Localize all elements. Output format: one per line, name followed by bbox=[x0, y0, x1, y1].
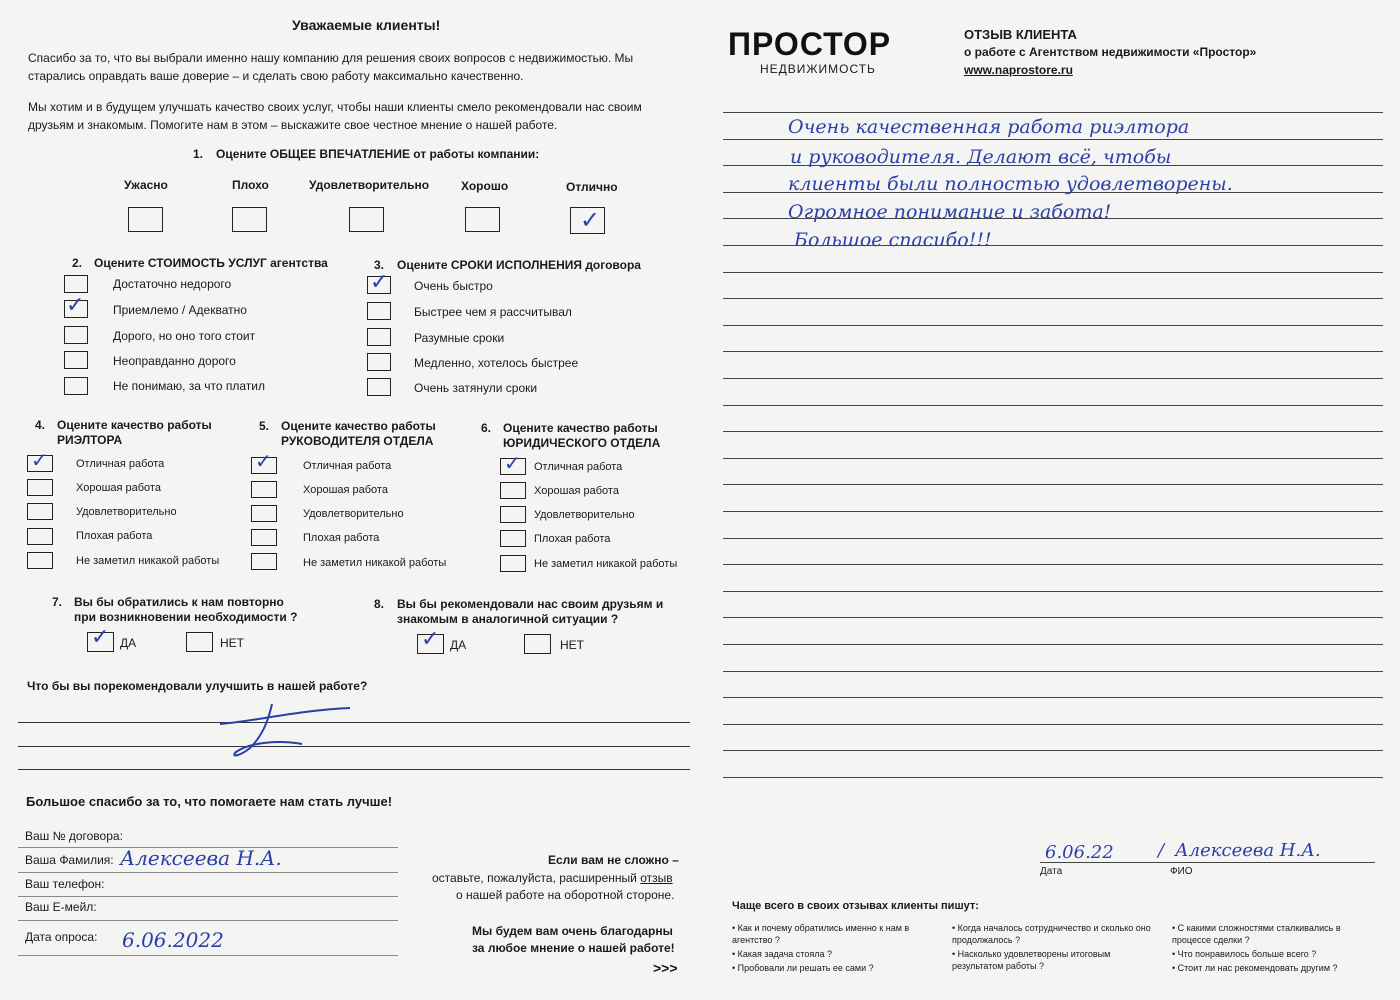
signature-separator: / bbox=[1158, 840, 1165, 861]
brand-subtitle: НЕДВИЖИМОСТЬ bbox=[760, 62, 876, 76]
ruled-line bbox=[723, 378, 1383, 379]
ruled-line bbox=[723, 351, 1383, 352]
checkmark-icon: ✓ bbox=[580, 206, 601, 234]
dash-scribble bbox=[210, 696, 360, 776]
fio-caption: ФИО bbox=[1170, 866, 1193, 877]
q5-checkbox[interactable] bbox=[251, 481, 277, 498]
email-label: Ваш Е-мейл: bbox=[25, 900, 97, 914]
brand-logo: ПРОСТОР bbox=[728, 26, 892, 62]
review-text-line: Большое спасибо!!! bbox=[794, 229, 992, 251]
side-note-1: Если вам не сложно – bbox=[548, 853, 679, 867]
q5-option-label: Удовлетворительно bbox=[303, 508, 404, 520]
ruled-line bbox=[723, 431, 1383, 432]
checkmark-icon: ✓ bbox=[255, 449, 272, 473]
q5-option-label: Не заметил никакой работы bbox=[303, 557, 447, 569]
q6-checkbox[interactable] bbox=[500, 530, 526, 547]
q6-option-label: Не заметил никакой работы bbox=[534, 558, 678, 570]
survey-date-field[interactable]: 6.06.2022 bbox=[122, 928, 224, 952]
q8-yes-label: ДА bbox=[450, 638, 467, 652]
hint-item: • Пробовали ли решать ее сами ? bbox=[732, 963, 874, 973]
q4-option-label: Удовлетворительно bbox=[76, 506, 177, 518]
intro-paragraph-1: Спасибо за то, что вы выбрали именно нашу компанию для решения своих вопросов с недвижимостью. Мы старались оправдать ваше доверие – и сделать свою работу максимально качественно. bbox=[28, 51, 634, 83]
ruled-line bbox=[723, 750, 1383, 751]
q1-question: Оцените ОБЩЕЕ ВПЕЧАТЛЕНИЕ от работы компании: bbox=[216, 147, 540, 161]
review-text-line: Огромное понимание и забота! bbox=[788, 201, 1112, 223]
field-line bbox=[18, 896, 398, 897]
q2-checkbox[interactable] bbox=[64, 275, 88, 293]
ruled-line bbox=[723, 139, 1383, 140]
q5-option-label: Плохая работа bbox=[303, 532, 380, 544]
q6-subject: ЮРИДИЧЕСКОГО ОТДЕЛА bbox=[503, 436, 661, 450]
q3-checkbox[interactable] bbox=[367, 302, 391, 320]
q7-no-checkbox[interactable] bbox=[186, 632, 213, 652]
q4-checkbox[interactable] bbox=[27, 552, 53, 569]
q1-number: 1. bbox=[193, 147, 204, 161]
q7-question-line2: при возникновении необходимости ? bbox=[74, 610, 298, 624]
hint-item: • Что понравилось больше всего ? bbox=[1172, 949, 1317, 959]
q4-option-label: Отличная работа bbox=[76, 458, 165, 470]
q2-option-label: Достаточно недорого bbox=[113, 277, 232, 291]
q5-option-label: Хорошая работа bbox=[303, 484, 388, 496]
ruled-line bbox=[723, 484, 1383, 485]
checkmark-icon: ✓ bbox=[370, 270, 389, 295]
q2-option-label: Дорого, но оно того стоит bbox=[113, 329, 256, 343]
thanks-text: Большое спасибо за то, что помогаете нам стать лучше! bbox=[26, 794, 393, 809]
q4-option-label: Не заметил никакой работы bbox=[76, 555, 220, 567]
side-note-3: о нашей работе на оборотной стороне. bbox=[456, 888, 675, 902]
q3-option-label: Очень быстро bbox=[414, 279, 493, 293]
hint-item: • Когда началось сотрудничество и сколько оно продолжалось ? bbox=[952, 923, 1151, 945]
q4-number: 4. bbox=[35, 418, 46, 432]
q3-number: 3. bbox=[374, 258, 385, 272]
q4-question: Оцените качество работы bbox=[57, 418, 212, 432]
hint-column-3 bbox=[1172, 922, 1372, 974]
review-text-line: Очень качественная работа риэлтора bbox=[788, 116, 1190, 138]
side-note-4: Мы будем вам очень благодарны bbox=[472, 924, 673, 938]
q7-no-label: НЕТ bbox=[220, 636, 244, 650]
q3-checkbox[interactable] bbox=[367, 328, 391, 346]
checkmark-icon: ✓ bbox=[504, 451, 521, 475]
often-title: Чаще всего в своих отзывах клиенты пишут: bbox=[732, 900, 979, 912]
hint-item: • Какая задача стояла ? bbox=[732, 949, 832, 959]
ruled-line bbox=[723, 644, 1383, 645]
q2-option-label: Приемлемо / Адекватно bbox=[113, 303, 247, 317]
ruled-line bbox=[723, 405, 1383, 406]
ruled-line bbox=[723, 724, 1383, 725]
phone-label: Ваш телефон: bbox=[25, 877, 105, 891]
side-note-2: оставьте, пожалуйста, расширенный отзыв bbox=[432, 871, 673, 885]
q4-checkbox[interactable] bbox=[27, 503, 53, 520]
ruled-line bbox=[723, 591, 1383, 592]
signature-date: 6.06.22 bbox=[1045, 842, 1114, 863]
field-line bbox=[18, 920, 398, 921]
q1-checkbox[interactable] bbox=[349, 207, 384, 232]
q5-question: Оцените качество работы bbox=[281, 419, 436, 433]
q6-question: Оцените качество работы bbox=[503, 421, 658, 435]
date-caption: Дата bbox=[1040, 866, 1063, 877]
q4-subject: РИЭЛТОРА bbox=[57, 433, 123, 447]
ruled-line bbox=[723, 564, 1383, 565]
ruled-line bbox=[723, 671, 1383, 672]
q8-no-checkbox[interactable] bbox=[524, 634, 551, 654]
q5-subject: РУКОВОДИТЕЛЯ ОТДЕЛА bbox=[281, 434, 434, 448]
date-label: Дата опроса: bbox=[25, 930, 98, 944]
checkmark-icon: ✓ bbox=[421, 627, 440, 652]
intro-paragraph-2: Мы хотим и в будущем улучшать качество своих услуг, чтобы наши клиенты смело рекомендовали нас своим друзьям и знакомым. Помогите нам в этом – выскажите свое честное мнение о нашей работе. bbox=[28, 100, 642, 132]
q1-option-label: Плохо bbox=[232, 178, 269, 192]
q6-checkbox[interactable] bbox=[500, 482, 526, 499]
q3-question: Оцените СРОКИ ИСПОЛНЕНИЯ договора bbox=[397, 258, 641, 272]
q4-option-label: Плохая работа bbox=[76, 530, 153, 542]
q6-number: 6. bbox=[481, 421, 492, 435]
q5-checkbox[interactable] bbox=[251, 505, 277, 522]
surname-field[interactable]: Алексеева Н.А. bbox=[120, 846, 282, 870]
ruled-line bbox=[723, 777, 1383, 778]
hint-item: • С какими сложностями сталкивались в процессе сделки ? bbox=[1172, 923, 1341, 945]
ruled-line bbox=[723, 697, 1383, 698]
q8-number: 8. bbox=[374, 597, 385, 611]
q1-checkbox[interactable] bbox=[232, 207, 267, 232]
ruled-line bbox=[723, 325, 1383, 326]
review-text-line: и руководителя. Делают всё, чтобы bbox=[790, 146, 1172, 168]
q8-question: Вы бы рекомендовали нас своим друзьям и bbox=[397, 597, 664, 611]
hint-item: • Как и почему обратились именно к нам в агентство ? bbox=[732, 923, 910, 945]
q1-checkbox[interactable] bbox=[465, 207, 500, 232]
hint-item: • Насколько удовлетворены итоговым результатом работы ? bbox=[952, 949, 1111, 971]
q3-option-label: Медленно, хотелось быстрее bbox=[414, 356, 579, 370]
field-line bbox=[18, 955, 398, 956]
q5-number: 5. bbox=[259, 419, 270, 433]
q7-number: 7. bbox=[52, 595, 63, 609]
q2-checkbox[interactable] bbox=[64, 377, 88, 395]
ruled-line bbox=[723, 538, 1383, 539]
side-note-5: за любое мнение о нашей работе! bbox=[472, 941, 675, 955]
q3-checkbox[interactable] bbox=[367, 378, 391, 396]
q7-yes-label: ДА bbox=[120, 636, 137, 650]
ruled-line bbox=[723, 458, 1383, 459]
q1-checkbox[interactable] bbox=[128, 207, 163, 232]
q1-option-label: Отлично bbox=[566, 180, 618, 194]
checkmark-icon: ✓ bbox=[66, 293, 85, 318]
q3-checkbox[interactable] bbox=[367, 353, 391, 371]
ruled-line bbox=[723, 298, 1383, 299]
q2-checkbox[interactable] bbox=[64, 326, 88, 344]
review-link[interactable]: отзыв bbox=[640, 871, 673, 885]
q8-question-line2: знакомым в аналогичной ситуации ? bbox=[397, 612, 619, 626]
ruled-line bbox=[723, 272, 1383, 273]
greeting-title: Уважаемые клиенты! bbox=[292, 17, 441, 33]
q2-option-label: Неоправданно дорого bbox=[113, 354, 236, 368]
q6-option-label: Удовлетворительно bbox=[534, 509, 635, 521]
surname-label: Ваша Фамилия: bbox=[25, 853, 114, 867]
q2-checkbox[interactable] bbox=[64, 351, 88, 369]
q3-option-label: Очень затянули сроки bbox=[414, 381, 538, 395]
q8-no-label: НЕТ bbox=[560, 638, 584, 652]
q2-question: Оцените СТОИМОСТЬ УСЛУГ агентства bbox=[94, 256, 328, 270]
q4-option-label: Хорошая работа bbox=[76, 482, 161, 494]
q4-checkbox[interactable] bbox=[27, 479, 53, 496]
review-header-subtitle: о работе с Агентством недвижимости «Простор» bbox=[964, 45, 1257, 59]
review-header-title: ОТЗЫВ КЛИЕНТА bbox=[964, 27, 1077, 42]
website-link[interactable]: www.naprostore.ru bbox=[964, 63, 1073, 77]
q5-checkbox[interactable] bbox=[251, 553, 277, 570]
q3-option-label: Разумные сроки bbox=[414, 331, 505, 345]
q6-checkbox[interactable] bbox=[500, 506, 526, 523]
ruled-line bbox=[723, 617, 1383, 618]
q4-checkbox[interactable] bbox=[27, 528, 53, 545]
q3-option-label: Быстрее чем я рассчитывал bbox=[414, 305, 572, 319]
q2-option-label: Не понимаю, за что платил bbox=[113, 379, 266, 393]
hint-item: • Стоит ли нас рекомендовать другим ? bbox=[1172, 963, 1338, 973]
checkmark-icon: ✓ bbox=[31, 448, 48, 472]
review-text-line: клиенты были полностью удовлетворены. bbox=[788, 173, 1233, 195]
q1-option-label: Хорошо bbox=[461, 179, 509, 193]
q6-option-label: Хорошая работа bbox=[534, 485, 619, 497]
signature-name: Алексеева Н.А. bbox=[1175, 840, 1321, 861]
ruled-line bbox=[723, 112, 1383, 113]
q6-checkbox[interactable] bbox=[500, 555, 526, 572]
q1-option-label: Ужасно bbox=[124, 178, 168, 192]
q1-option-label: Удовлетворительно bbox=[309, 178, 430, 192]
contract-label: Ваш № договора: bbox=[25, 829, 123, 843]
field-line bbox=[18, 872, 398, 873]
q6-option-label: Плохая работа bbox=[534, 533, 611, 545]
q5-checkbox[interactable] bbox=[251, 529, 277, 546]
q7-question: Вы бы обратились к нам повторно bbox=[74, 595, 284, 609]
checkmark-icon: ✓ bbox=[91, 625, 110, 650]
q2-number: 2. bbox=[72, 256, 83, 270]
improve-question: Что бы вы порекомендовали улучшить в нашей работе? bbox=[27, 679, 368, 693]
next-page-arrows[interactable]: >>> bbox=[653, 960, 678, 976]
q6-option-label: Отличная работа bbox=[534, 461, 623, 473]
hint-column-2 bbox=[952, 922, 1152, 972]
ruled-line bbox=[723, 511, 1383, 512]
q5-option-label: Отличная работа bbox=[303, 460, 392, 472]
hint-column-1 bbox=[732, 922, 932, 974]
